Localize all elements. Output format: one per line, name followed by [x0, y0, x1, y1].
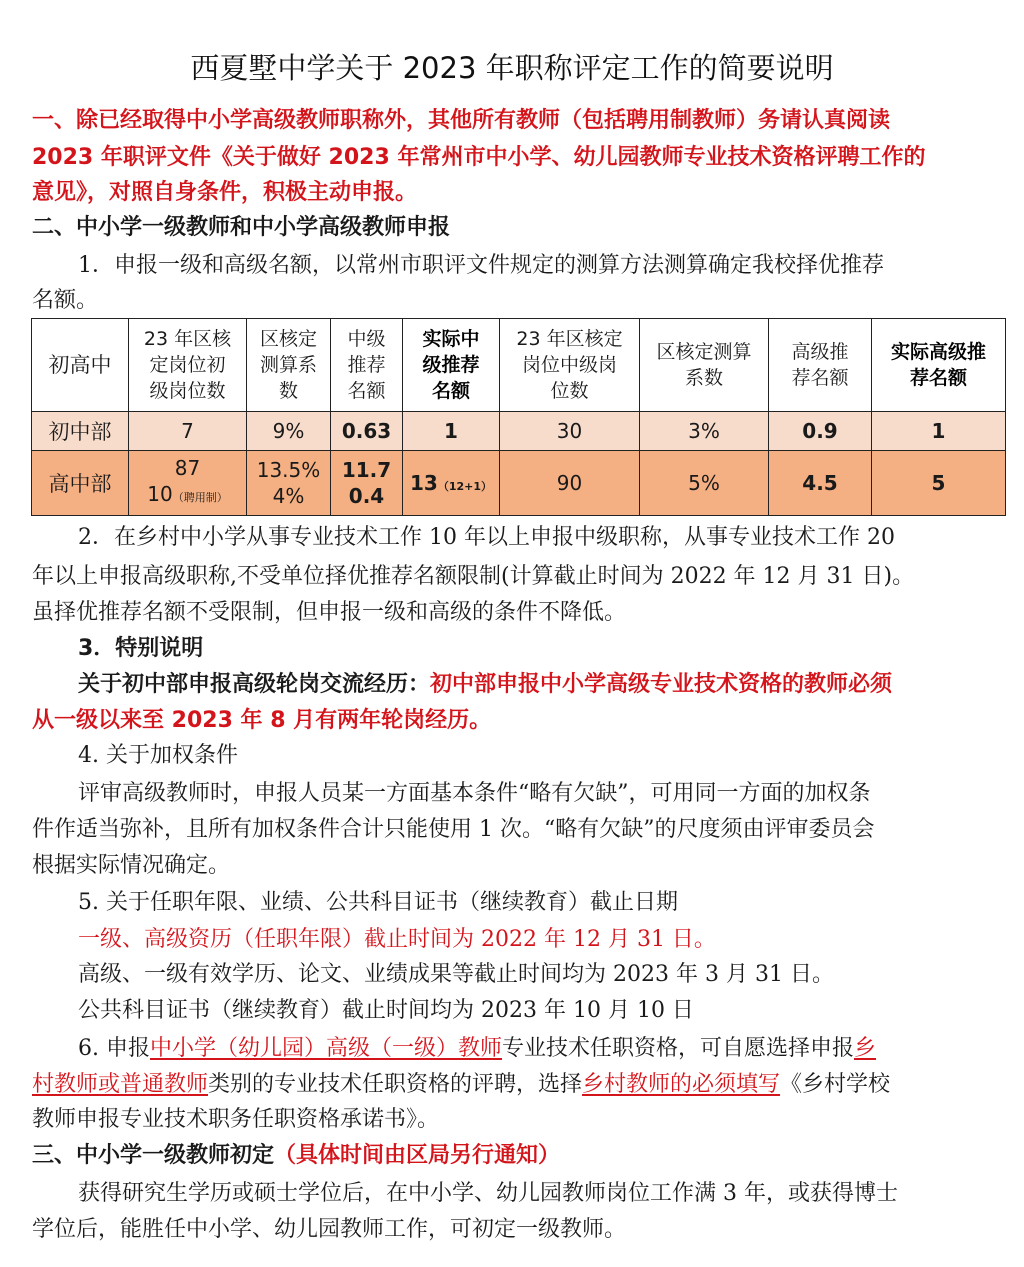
table-cell: 5%: [640, 451, 769, 516]
section1-line3: 意见》，对照自身条件，积极主动申报。: [32, 180, 418, 205]
header-cell: 高级推 荐名额: [769, 319, 872, 412]
item6-line2: 村教师或普通教师类别的专业技术任职资格的评聘，选择乡村教师的必须填写《乡村学校: [32, 1072, 891, 1097]
header-cell: 实际高级推 荐名额: [872, 319, 1006, 412]
section1-line1: 一、除已经取得中小学高级教师职称外，其他所有教师（包括聘用制教师）务请认真阅读: [32, 108, 891, 133]
item3-line2: 从一级以来至 2023 年 8 月有两年轮岗经历。: [32, 708, 492, 733]
item4-line3: 根据实际情况确定。: [32, 853, 231, 878]
item4-line2: 件作适当弥补，且所有加权条件合计只能使用 1 次。“略有欠缺”的尺度须由评审委员会: [32, 817, 875, 842]
header-cell: 23 年区核 定岗位初 级岗位数: [129, 319, 247, 412]
item4-line1: 评审高级教师时，申报人员某一方面基本条件“略有欠缺”，可用同一方面的加权条: [78, 781, 871, 806]
table-row: [32, 451, 1006, 516]
table-cell: 3%: [640, 412, 769, 451]
table-cell: 4.5: [769, 451, 872, 516]
item6-line3: 教师申报专业技术职务任职资格承诺书》。: [32, 1107, 440, 1132]
table-cell: 5: [872, 451, 1006, 516]
item5-line2: 高级、一级有效学历、论文、业绩成果等截止时间均为 2023 年 3 月 31 日。: [78, 962, 834, 987]
dept-cell: 初中部: [32, 412, 129, 451]
item1-line1: 1．申报一级和高级名额，以常州市职评文件规定的测算方法测算确定我校择优推荐: [78, 253, 884, 278]
dept-cell: 高中部: [32, 451, 129, 516]
header-cell: 中级 推荐 名额: [331, 319, 403, 412]
table-header-row: [32, 319, 1006, 412]
section3-line2: 学位后，能胜任中小学、幼儿园教师工作，可初定一级教师。: [32, 1217, 627, 1242]
item6-line1: 6. 申报中小学（幼儿园）高级（一级）教师专业技术任职资格，可自愿选择申报乡: [78, 1036, 877, 1061]
table-cell: 13（12+1）: [403, 451, 500, 516]
table-cell: 0.63: [331, 412, 403, 451]
item2-line2: 年以上申报高级职称,不受单位择优推荐名额限制(计算截止时间为 2022 年 12 月 31 日)。: [32, 564, 915, 589]
item1-line2: 名额。: [32, 288, 99, 313]
header-cell: 23 年区核定 岗位中级岗 位数: [500, 319, 640, 412]
table-cell: 1: [403, 412, 500, 451]
table-cell: 87 10（聘用制）: [129, 451, 247, 516]
table-cell: 1: [872, 412, 1006, 451]
table-row: [32, 412, 1006, 451]
table-cell: 0.9: [769, 412, 872, 451]
header-cell: 区核定 测算系 数: [247, 319, 331, 412]
header-cell: 实际中 级推荐 名额: [403, 319, 500, 412]
table-cell: 11.7 0.4: [331, 451, 403, 516]
quota-table: [31, 318, 1006, 516]
table-cell: 30: [500, 412, 640, 451]
item5-line1: 一级、高级资历（任职年限）截止时间为 2022 年 12 月 31 日。: [78, 927, 716, 952]
item2-line3: 虽择优推荐名额不受限制，但申报一级和高级的条件不降低。: [32, 600, 627, 625]
item5-line3: 公共科目证书（继续教育）截止时间均为 2023 年 10 月 10 日: [78, 998, 694, 1023]
header-cell: 初高中: [32, 319, 129, 412]
page-title: 西夏墅中学关于 2023 年职称评定工作的简要说明: [190, 51, 834, 85]
item3-line1: 关于初中部申报高级轮岗交流经历：初中部申报中小学高级专业技术资格的教师必须: [78, 672, 893, 697]
section1-line2: 2023 年职评文件《关于做好 2023 年常州市中小学、幼儿园教师专业技术资格评聘工作的: [32, 145, 926, 170]
table-cell: 13.5% 4%: [247, 451, 331, 516]
section3-heading: 三、中小学一级教师初定（具体时间由区局另行通知）: [32, 1143, 561, 1168]
item4-heading: 4. 关于加权条件: [78, 743, 238, 768]
table-cell: 7: [129, 412, 247, 451]
header-cell: 区核定测算 系数: [640, 319, 769, 412]
item5-heading: 5. 关于任职年限、业绩、公共科目证书（继续教育）截止日期: [78, 890, 678, 915]
item3-heading: 3．特别说明: [78, 636, 204, 661]
item2-line1: 2．在乡村中小学从事专业技术工作 10 年以上申报中级职称，从事专业技术工作 20: [78, 525, 895, 550]
section2-heading: 二、中小学一级教师和中小学高级教师申报: [32, 215, 451, 240]
table-cell: 90: [500, 451, 640, 516]
section3-line1: 获得研究生学历或硕士学位后，在中小学、幼儿园教师岗位工作满 3 年，或获得博士: [78, 1181, 898, 1206]
table-cell: 9%: [247, 412, 331, 451]
